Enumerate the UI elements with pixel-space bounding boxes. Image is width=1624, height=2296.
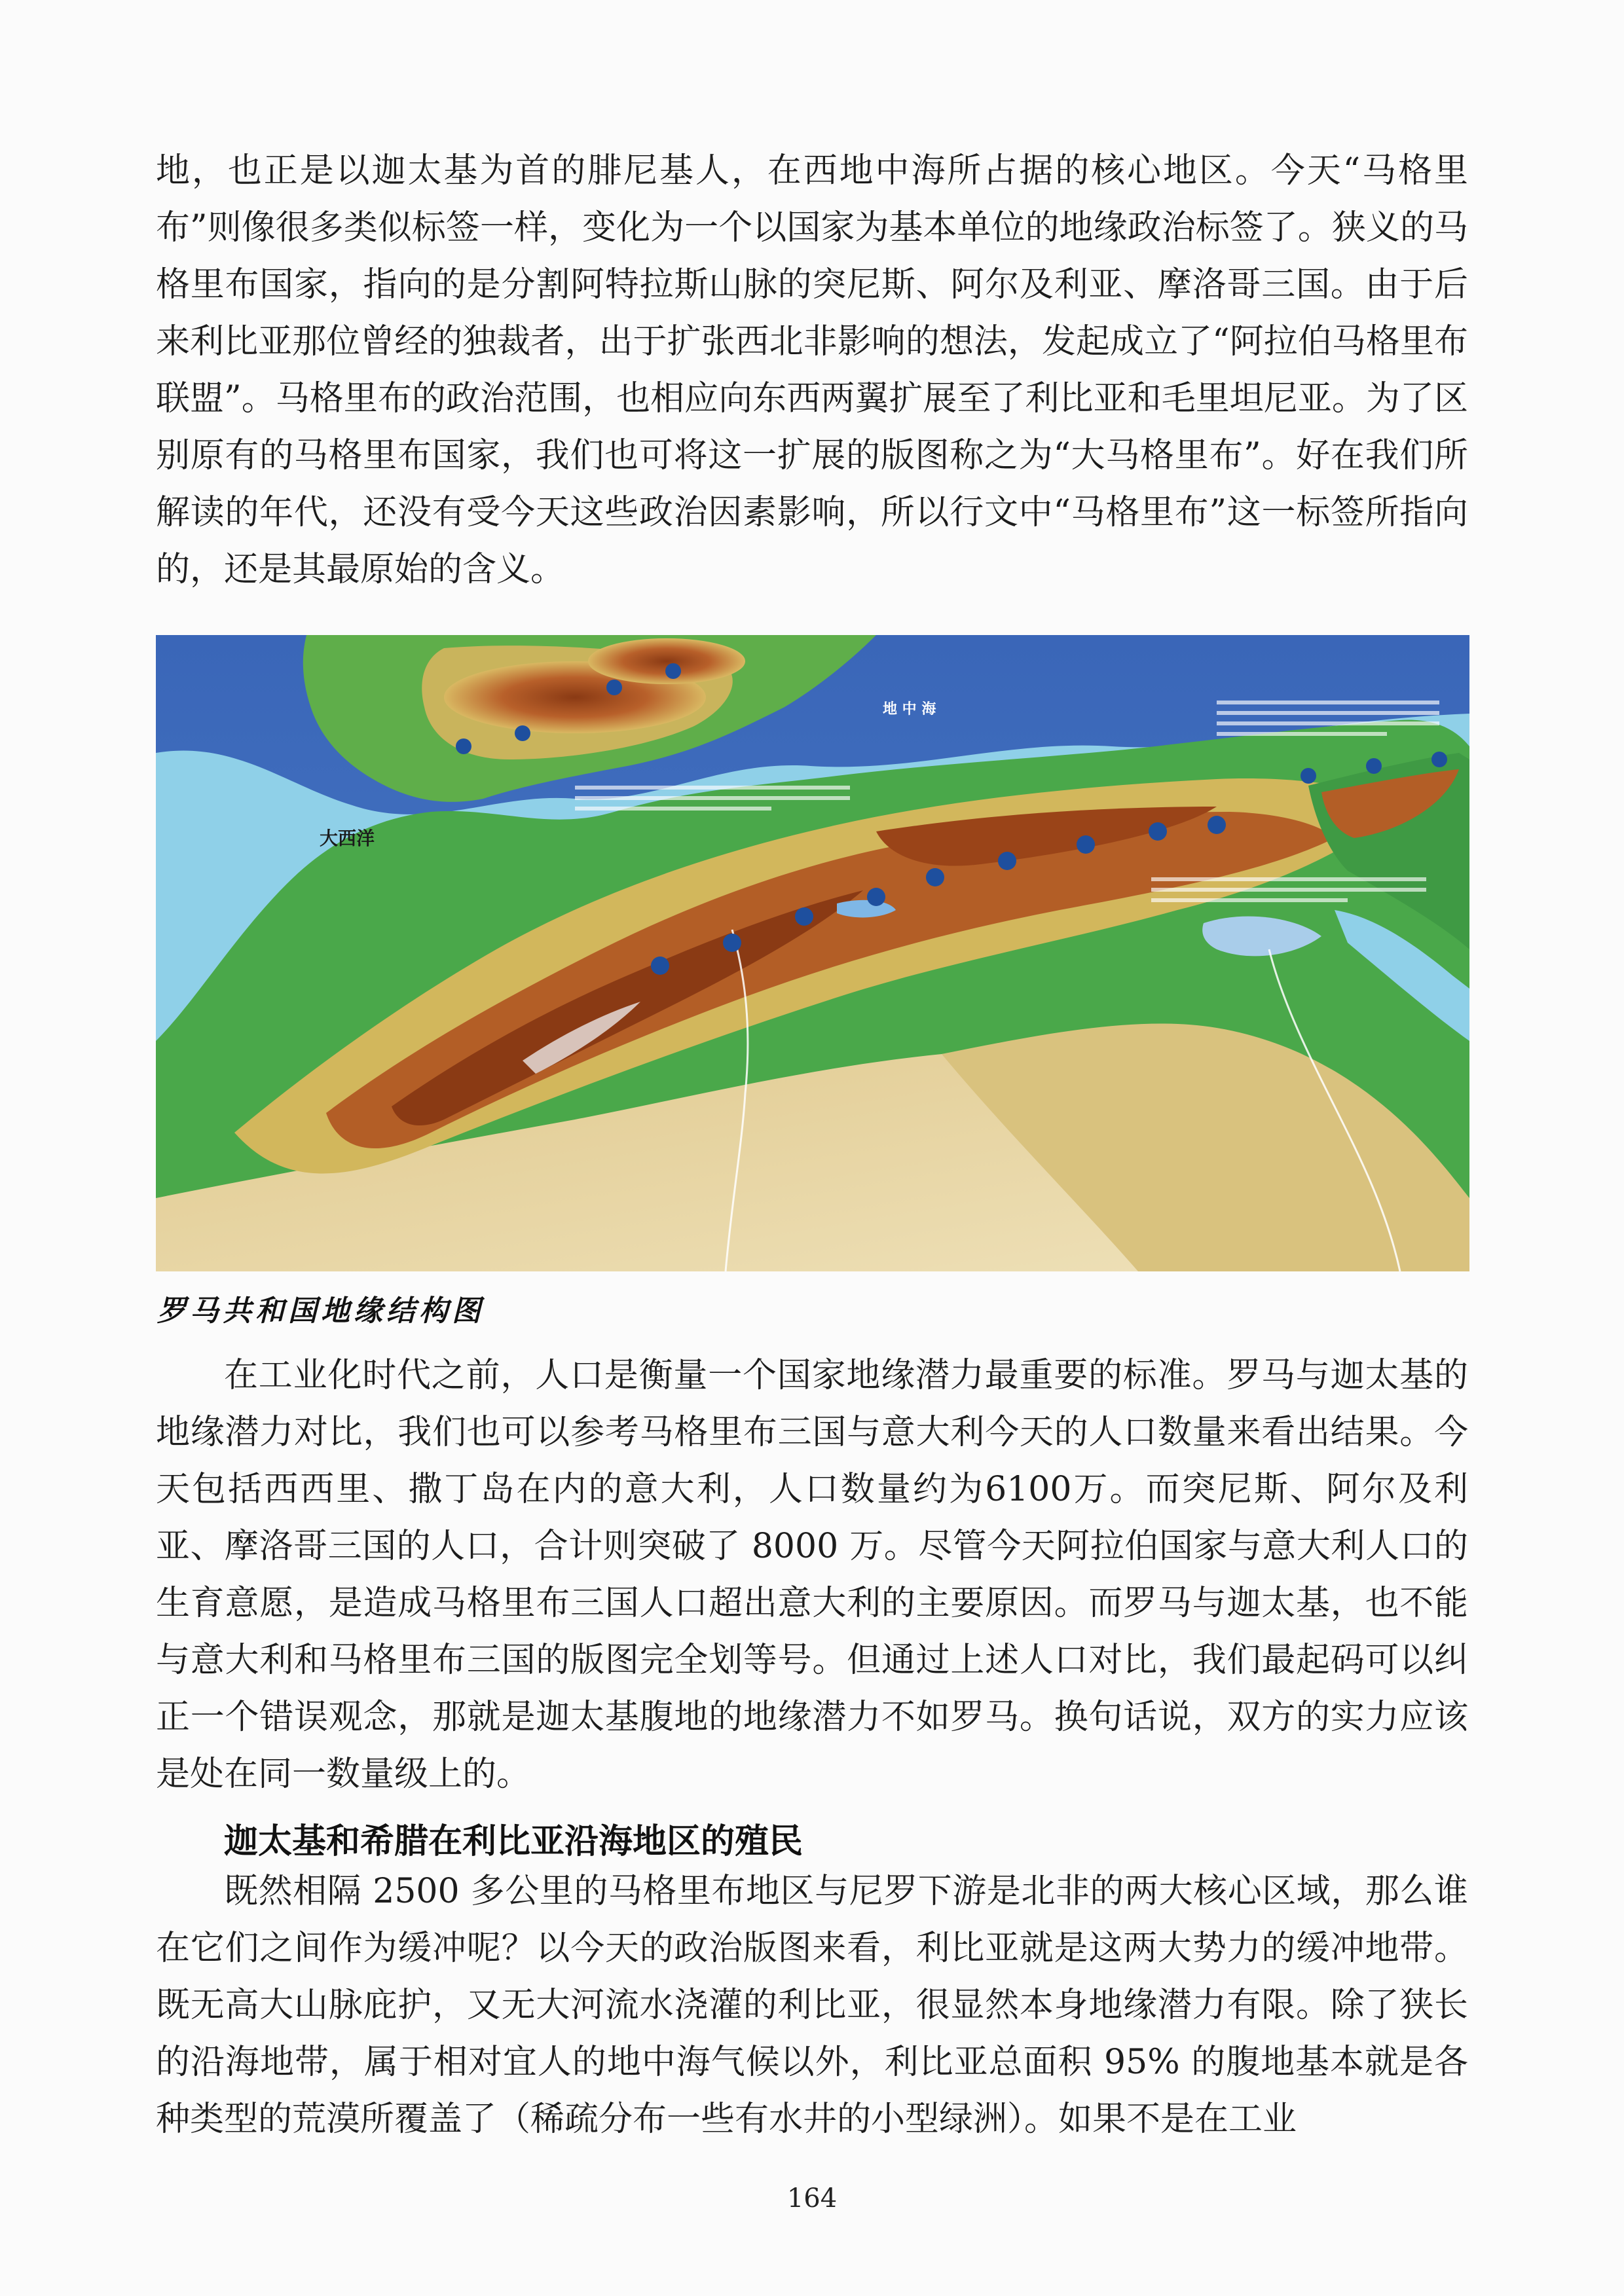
paragraph-1: 地，也正是以迦太基为首的腓尼基人，在西地中海所占据的核心地区。今天“马格里布”则像很多类似标签一样，变化为一个以国家为基本单位的地缘政治标签了。狭义的马格里布国家，指向的是分割阿特拉斯山脉的突尼斯、阿尔及利亚、摩洛哥三国。由于后来利比亚那位曾经的独裁者，出于扩张西北非影响的想法，发起成立了“阿拉伯马格里布联盟”。马格里布的政治范围，也相应向东西两翼扩展至了利比亚和毛里坦尼亚。为了区别原有的马格里布国家，我们也可将这一扩展的版图称之为“大马格里布”。好在我们所解读的年代，还没有受今天这些政治因素影响，所以行文中“马格里布”这一标签所指向的，还是其最原始的含义。: [156, 151, 1468, 589]
map-figure: [156, 635, 1469, 1271]
paragraph-3: 既然相隔 2500 多公里的马格里布地区与尼罗下游是北非的两大核心区域，那么谁在它们之间作为缓冲呢？以今天的政治版图来看，利比亚就是这两大势力的缓冲地带。既无高大山脉庇护，又无大河流水浇灌的利比亚，很显然本身地缘潜力有限。除了狭长的沿海地带，属于相对宜人的地中海气候以外，利比亚总面积 95% 的腹地基本就是各种类型的荒漠所覆盖了（稀疏分布一些有水井的小型绿洲）。如果不是在工业: [156, 1872, 1468, 2139]
page-number: 164: [786, 2183, 838, 2214]
figure-caption: 罗马共和国地缘结构图: [157, 1294, 485, 1328]
atlantic-label: 大西洋: [320, 828, 375, 849]
mediterranean-label: 地 中 海: [883, 701, 936, 718]
terrain-map: [156, 635, 1469, 1271]
paragraph-2: 在工业化时代之前，人口是衡量一个国家地缘潜力最重要的标准。罗马与迦太基的地缘潜力对比，我们也可以参考马格里布三国与意大利今天的人口数量来看出结果。今天包括西西里、撒丁岛在内的意大利，人口数量约为6100万。而突尼斯、阿尔及利亚、摩洛哥三国的人口，合计则突破了 8000 万。尽管今天阿拉伯国家与意大利人口的生育意愿，是造成马格里布三国人口超出意大利的主要原因。而罗马与迦太基，也不能与意大利和马格里布三国的版图完全划等号。但通过上述人口对比，我们最起码可以纠正一个错误观念，那就是迦太基腹地的地缘潜力不如罗马。换句话说，双方的实力应该是处在同一数量级上的。: [156, 1356, 1468, 1794]
section-heading: 迦太基和希腊在利比亚沿海地区的殖民: [224, 1822, 803, 1861]
iberia-peak: [588, 638, 745, 684]
